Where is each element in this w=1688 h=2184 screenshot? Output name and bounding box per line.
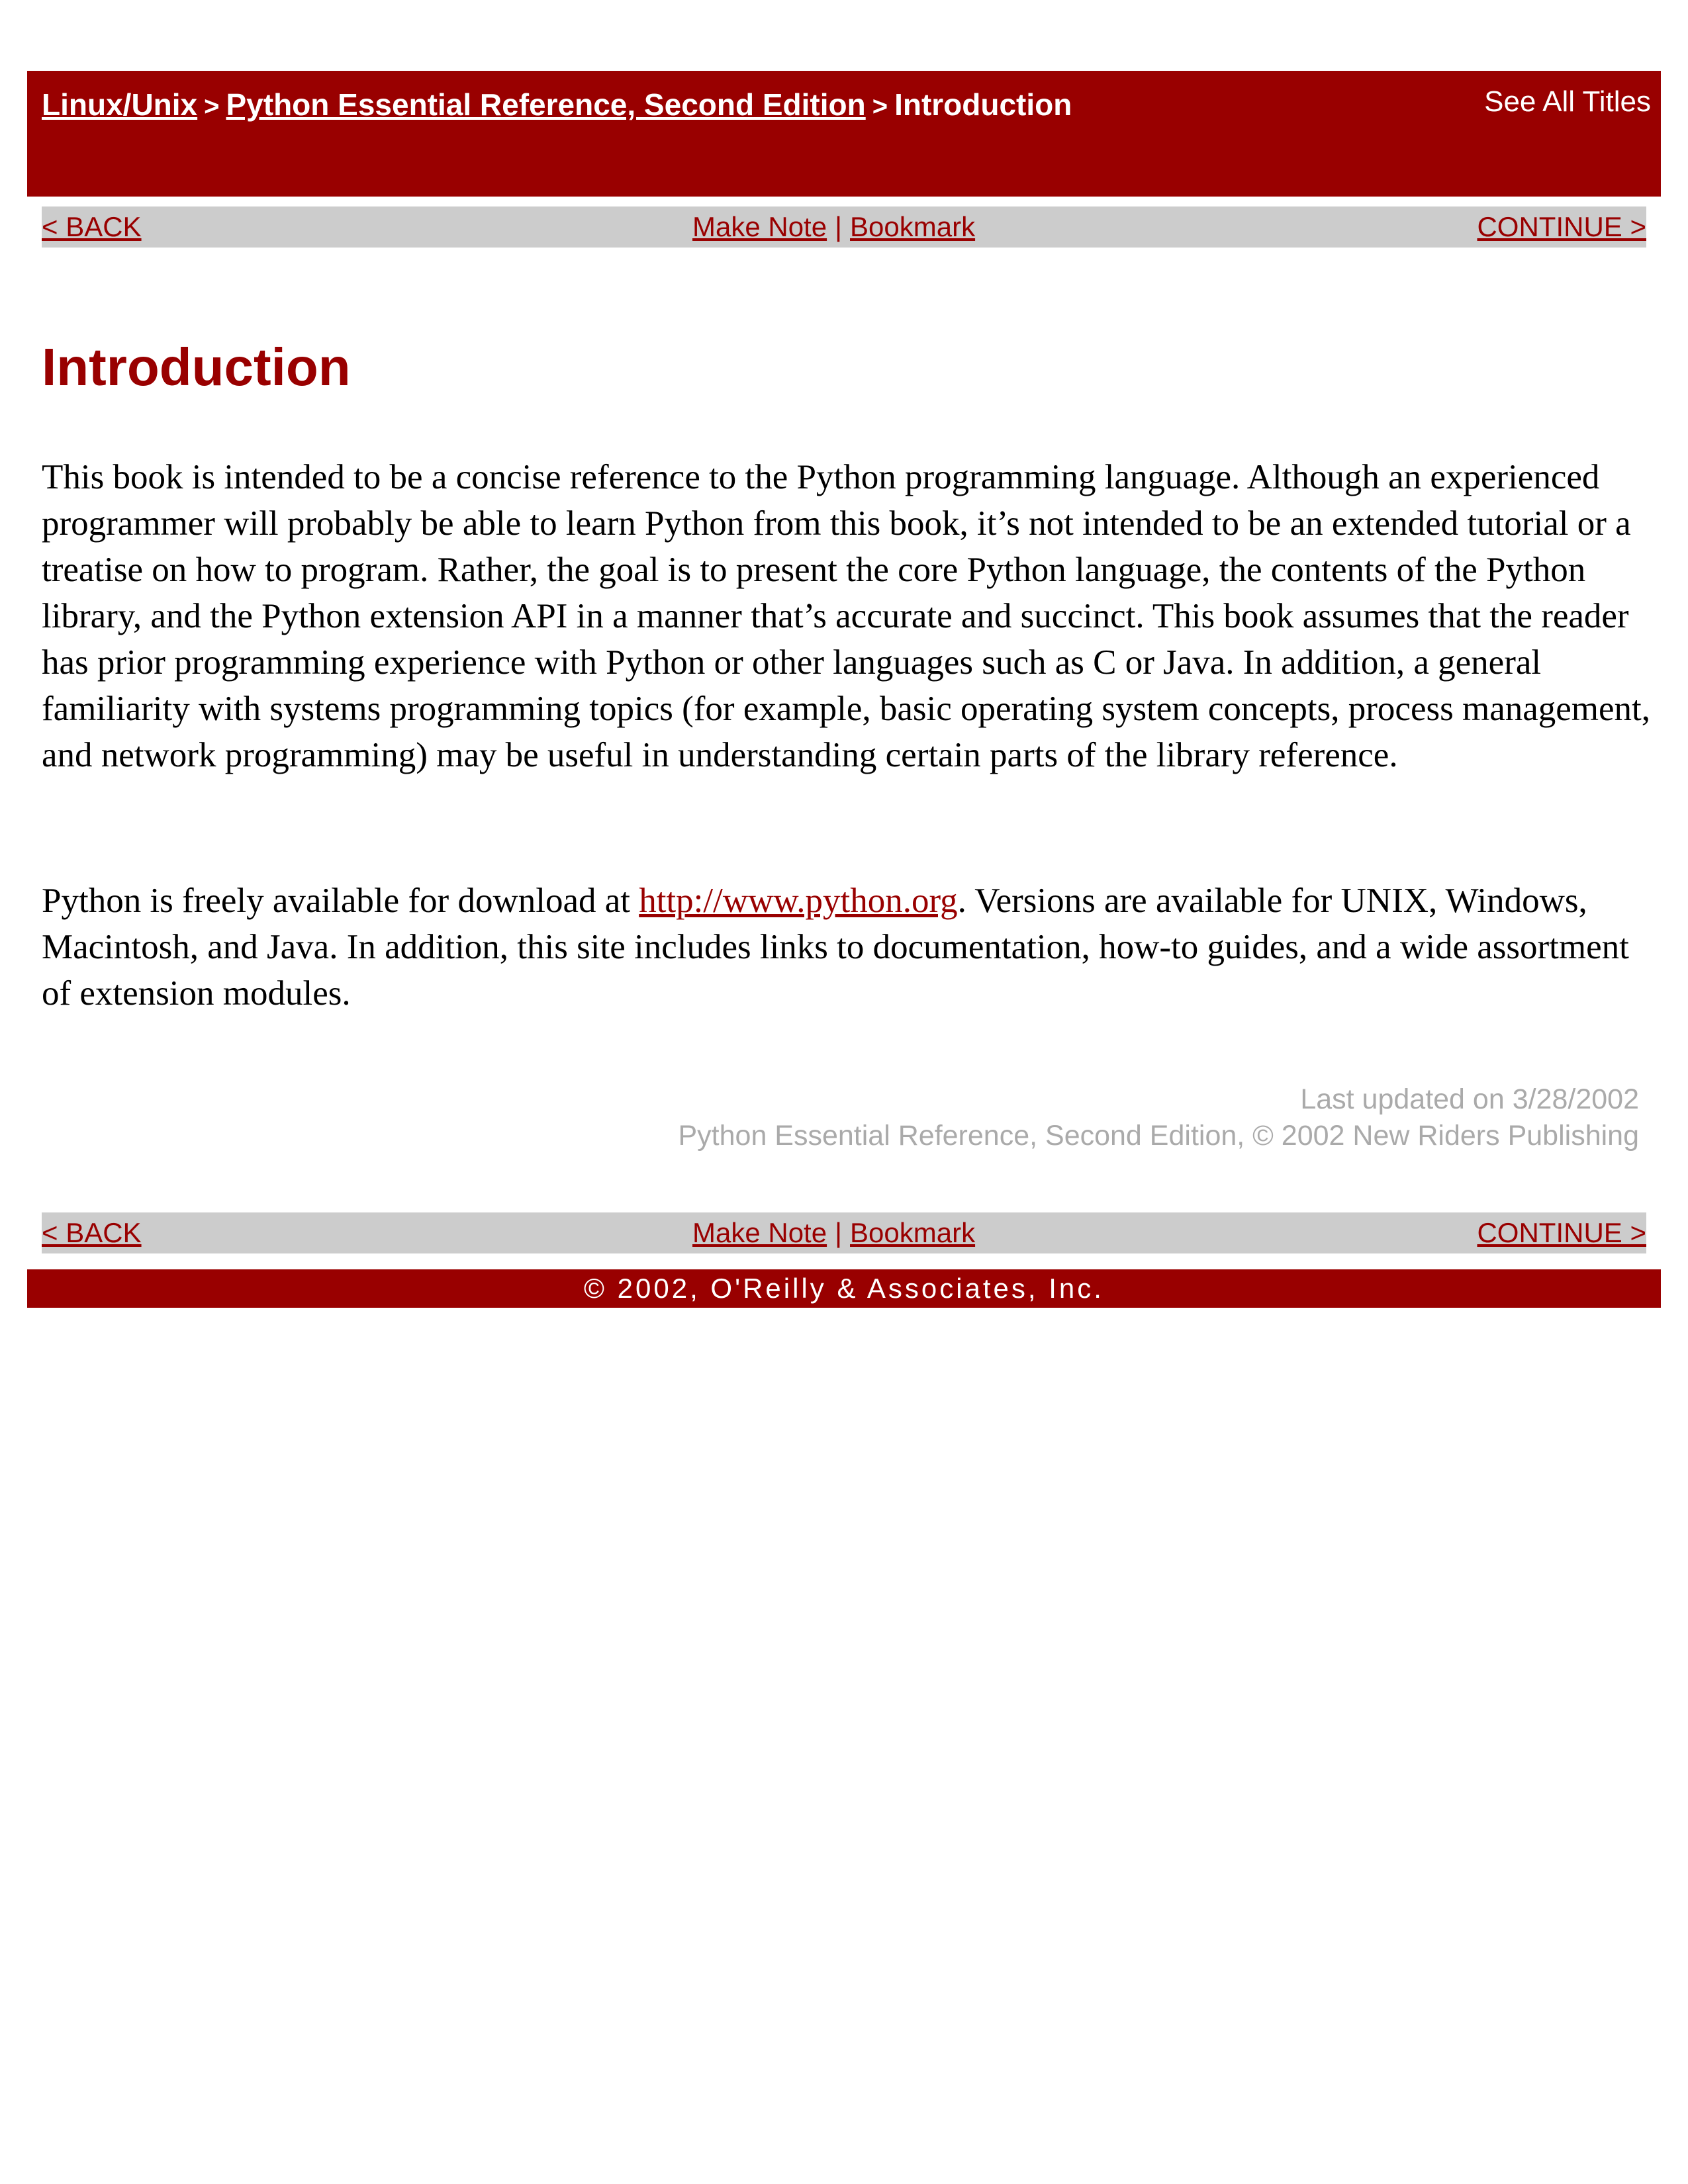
- bookmark-link[interactable]: Bookmark: [850, 1217, 976, 1248]
- intro-paragraph-2: [42, 878, 1657, 1017]
- nav-bar-top: [42, 206, 1646, 248]
- breadcrumb-current: Introduction: [894, 87, 1072, 122]
- continue-link[interactable]: CONTINUE >: [1477, 1217, 1646, 1248]
- nav-bar-bottom: [42, 1212, 1646, 1253]
- site-copyright-band: © 2002, O'Reilly & Associates, Inc.: [27, 1269, 1661, 1308]
- see-all-titles-link[interactable]: See All Titles: [1484, 85, 1651, 118]
- para2-text-after: . Versions are available for UNIX, Windows, Macintosh, and Java. In addition, this site includes links to documentation, how-to guides, and a wide assortment of extension modules.: [42, 882, 1629, 1013]
- para2-text-before: Python is freely available for download at: [42, 882, 639, 920]
- nav-separator: |: [835, 211, 843, 242]
- note-bookmark-group: [692, 206, 975, 248]
- breadcrumb: [42, 85, 1072, 126]
- page-title: Introduction: [42, 338, 351, 396]
- nav-separator: |: [835, 1217, 843, 1248]
- python-org-link[interactable]: http://www.python.org: [639, 882, 958, 920]
- back-link[interactable]: < BACK: [42, 1217, 142, 1248]
- breadcrumb-link-book[interactable]: Python Essential Reference, Second Edition: [226, 87, 866, 122]
- book-copyright-text: Python Essential Reference, Second Edition, © 2002 New Riders Publishing: [678, 1120, 1639, 1152]
- make-note-link[interactable]: Make Note: [692, 1217, 827, 1248]
- continue-link[interactable]: CONTINUE >: [1477, 211, 1646, 242]
- breadcrumb-link-linux-unix[interactable]: Linux/Unix: [42, 87, 198, 122]
- make-note-link[interactable]: Make Note: [692, 211, 827, 242]
- last-updated-text: Last updated on 3/28/2002: [1300, 1083, 1639, 1115]
- intro-paragraph-1: This book is intended to be a concise reference to the Python programming language. Although an experienced programmer will probably be able to learn Python from this book, it’s not intended to be an extended tutorial or a treatise on how to program. Rather, the goal is to present the core Python language, the contents of the Python library, and the Python extension API in a manner that’s accurate and succinct. This book assumes that the reader has prior programming experience with Python or other languages such as C or Java. In addition, a general familiarity with systems programming topics (for example, basic operating system concepts, process management, and network programming) may be useful in understanding certain parts of the library reference.: [42, 458, 1651, 774]
- breadcrumb-separator: >: [204, 92, 220, 121]
- note-bookmark-group: [692, 1212, 975, 1253]
- bookmark-link[interactable]: Bookmark: [850, 211, 976, 242]
- back-link[interactable]: < BACK: [42, 211, 142, 242]
- breadcrumb-separator: >: [872, 92, 888, 121]
